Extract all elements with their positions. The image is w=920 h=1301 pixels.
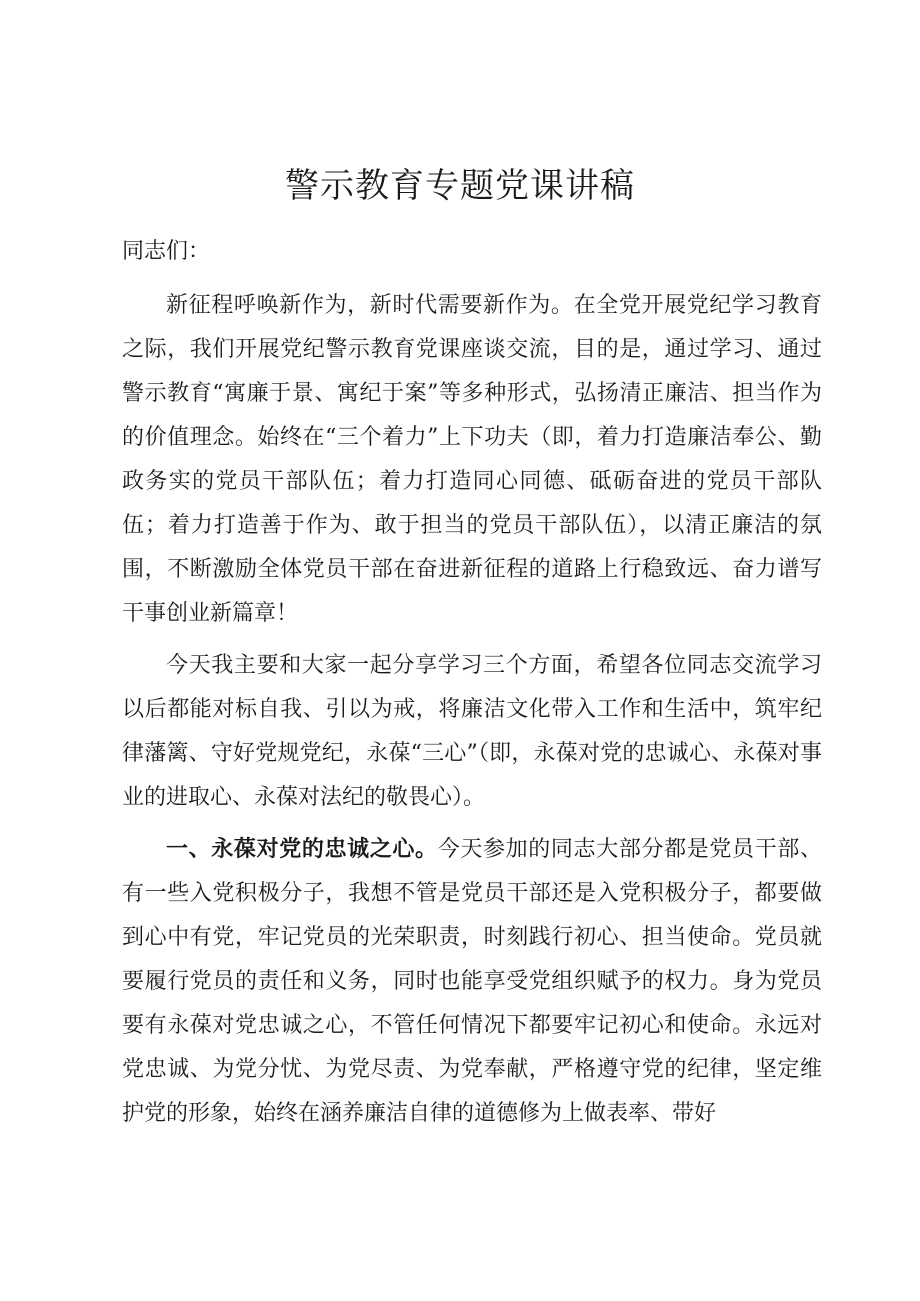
section-heading: 一、永葆对党的忠诚之心。 [166, 837, 438, 862]
salutation: 同志们： [122, 239, 211, 264]
paragraph-intro [122, 284, 822, 636]
document-body [122, 230, 822, 1136]
paragraph-text: 新征程呼唤新作为，新时代需要新作为。在全党开展党纪学习教育之际，我们开展党纪警示教育党课座谈交流，目的是，通过学习、通过警示教育“寓廉于景、寓纪于案”等多种形式，弘扬清正廉洁、担当作为的价值理念。始终在“三个着力”上下功夫（即，着力打造廉洁奉公、勤政务实的党员干部队伍；着力打造同心同德、砥砺奋进的党员干部队伍；着力打造善于作为、敢于担当的党员干部队伍），以清正廉洁的氛围，不断激励全体党员干部在奋进新征程的道路上行稳致远、奋力谱写干事创业新篇章！ [122, 293, 822, 626]
document-title: 警示教育专题党课讲稿 [285, 166, 635, 206]
paragraph-overview [122, 644, 822, 820]
paragraph-text: 今天我主要和大家一起分享学习三个方面，希望各位同志交流学习以后都能对标自我、引以为戒，将廉洁文化带入工作和生活中，筑牢纪律藩篱、守好党规党纪，永葆“三心”（即，永葆对党的忠诚心、永葆对事业的进取心、永葆对法纪的敬畏心）。 [122, 653, 822, 810]
paragraph-text: 今天参加的同志大部分都是党员干部、有一些入党积极分子，我想不管是党员干部还是入党积极分子，都要做到心中有党，牢记党员的光荣职责，时刻践行初心、担当使命。党员就要履行党员的责任和义务，同时也能享受党组织赋予的权力。身为党员要有永葆对党忠诚之心，不管任何情况下都要牢记初心和使命。永远对党忠诚、为党分忧、为党尽责、为党奉献，严格遵守党的纪律，坚定维护党的形象，始终在涵养廉洁自律的道德修为上做表率、带好 [122, 837, 822, 1126]
paragraph-section-one [122, 828, 822, 1136]
